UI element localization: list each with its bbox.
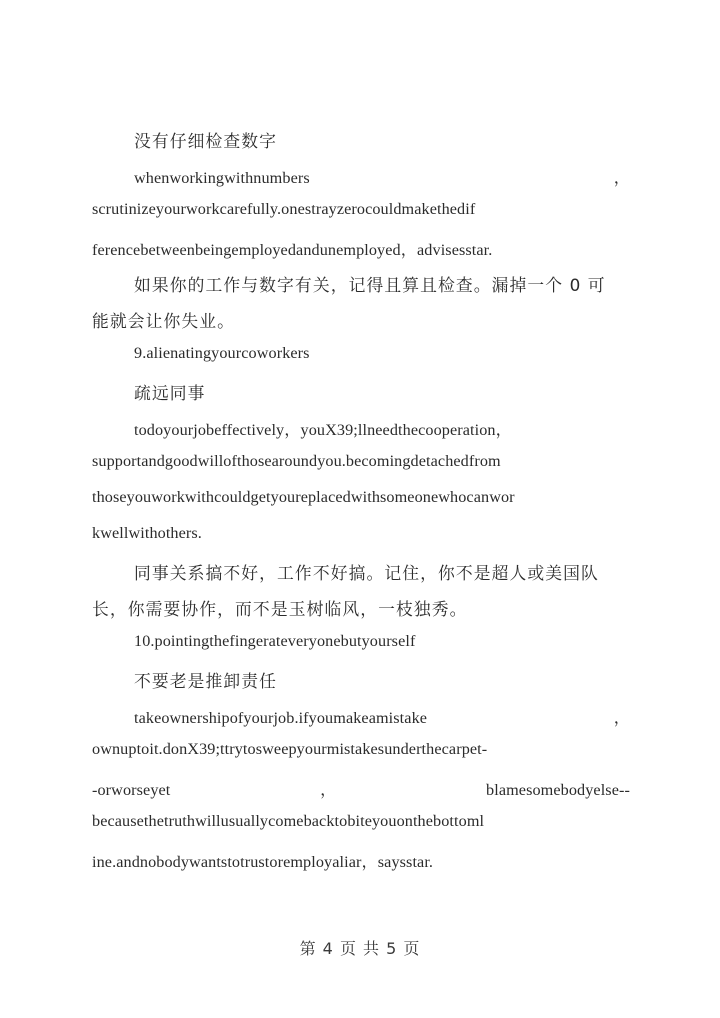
line-text: becausethetruthwillusuallycomebacktobiteyouonthebottoml [92,812,485,830]
line-text-punctuation: ， [613,168,630,187]
list-item-10 [92,632,630,668]
paragraph-line [92,236,630,272]
paragraph-line [92,308,630,344]
paragraph-line [92,704,630,740]
paragraph-line [92,272,630,308]
line-text: supportandgoodwillofthosearoundyou.becomingdetachedfrom [92,452,501,470]
line-text: blamesomebodyelse-- [486,781,630,799]
paragraph-line [92,416,630,452]
line-text: 长，你需要协作，而不是玉树临风，一枝独秀。 [92,599,468,619]
paragraph-line [92,776,630,812]
line-text: todoyourjobeffectively，youX39;llneedthecooperation， [134,421,512,439]
paragraph-line [92,452,630,488]
line-text: 没有仔细检查数字 [134,131,278,151]
line-text: 9.alienatingyourcoworkers [134,344,310,362]
page-footer: 第 4 页 共 5 页 [299,939,421,958]
paragraph-line [92,596,630,632]
line-text: thoseyouworkwithcouldgetyoureplacedwithsomeonewhocanwor [92,488,515,506]
paragraph-line [92,524,630,560]
line-text: ferencebetweenbeingemployedandunemployed，advisesstar. [92,241,493,259]
list-item-9-translation [92,380,630,416]
paragraph-line [92,812,630,848]
line-text: 能就会让你失业。 [92,311,236,331]
paragraph-line [92,848,630,884]
line-text: whenworkingwithnumbers [134,169,310,187]
paragraph-line [92,128,630,164]
paragraph-line [92,200,630,236]
line-text: ownuptoit.donX39;ttrytosweepyourmistakesunderthecarpet- [92,740,488,758]
paragraph-line [92,740,630,776]
document-body [92,128,630,884]
line-text: -orworseyet [92,781,171,799]
line-text: scrutinizeyourworkcarefully.onestrayzerocouldmakethedif [92,200,476,218]
line-text: takeownershipofyourjob.ifyoumakeamistake [134,709,428,727]
line-text: 同事关系搞不好，工作不好搞。记住，你不是超人或美国队 [134,563,599,583]
line-text: 不要老是推卸责任 [134,671,278,691]
list-item-9 [92,344,630,380]
line-text-punctuation: ， [613,708,630,727]
line-text: 疏远同事 [134,383,206,403]
line-text: ine.andnobodywantstotrustoremployaliar，saysstar. [92,853,434,871]
line-text: 如果你的工作与数字有关，记得且算且检查。漏掉一个 0 可 [134,275,606,295]
paragraph-line [92,560,630,596]
paragraph-line [92,164,630,200]
line-text-punctuation: ， [320,780,337,799]
list-item-10-translation [92,668,630,704]
line-text: 10.pointingthefingerateveryonebutyourself [134,632,416,650]
line-text: kwellwithothers. [92,524,202,542]
paragraph-line [92,488,630,524]
